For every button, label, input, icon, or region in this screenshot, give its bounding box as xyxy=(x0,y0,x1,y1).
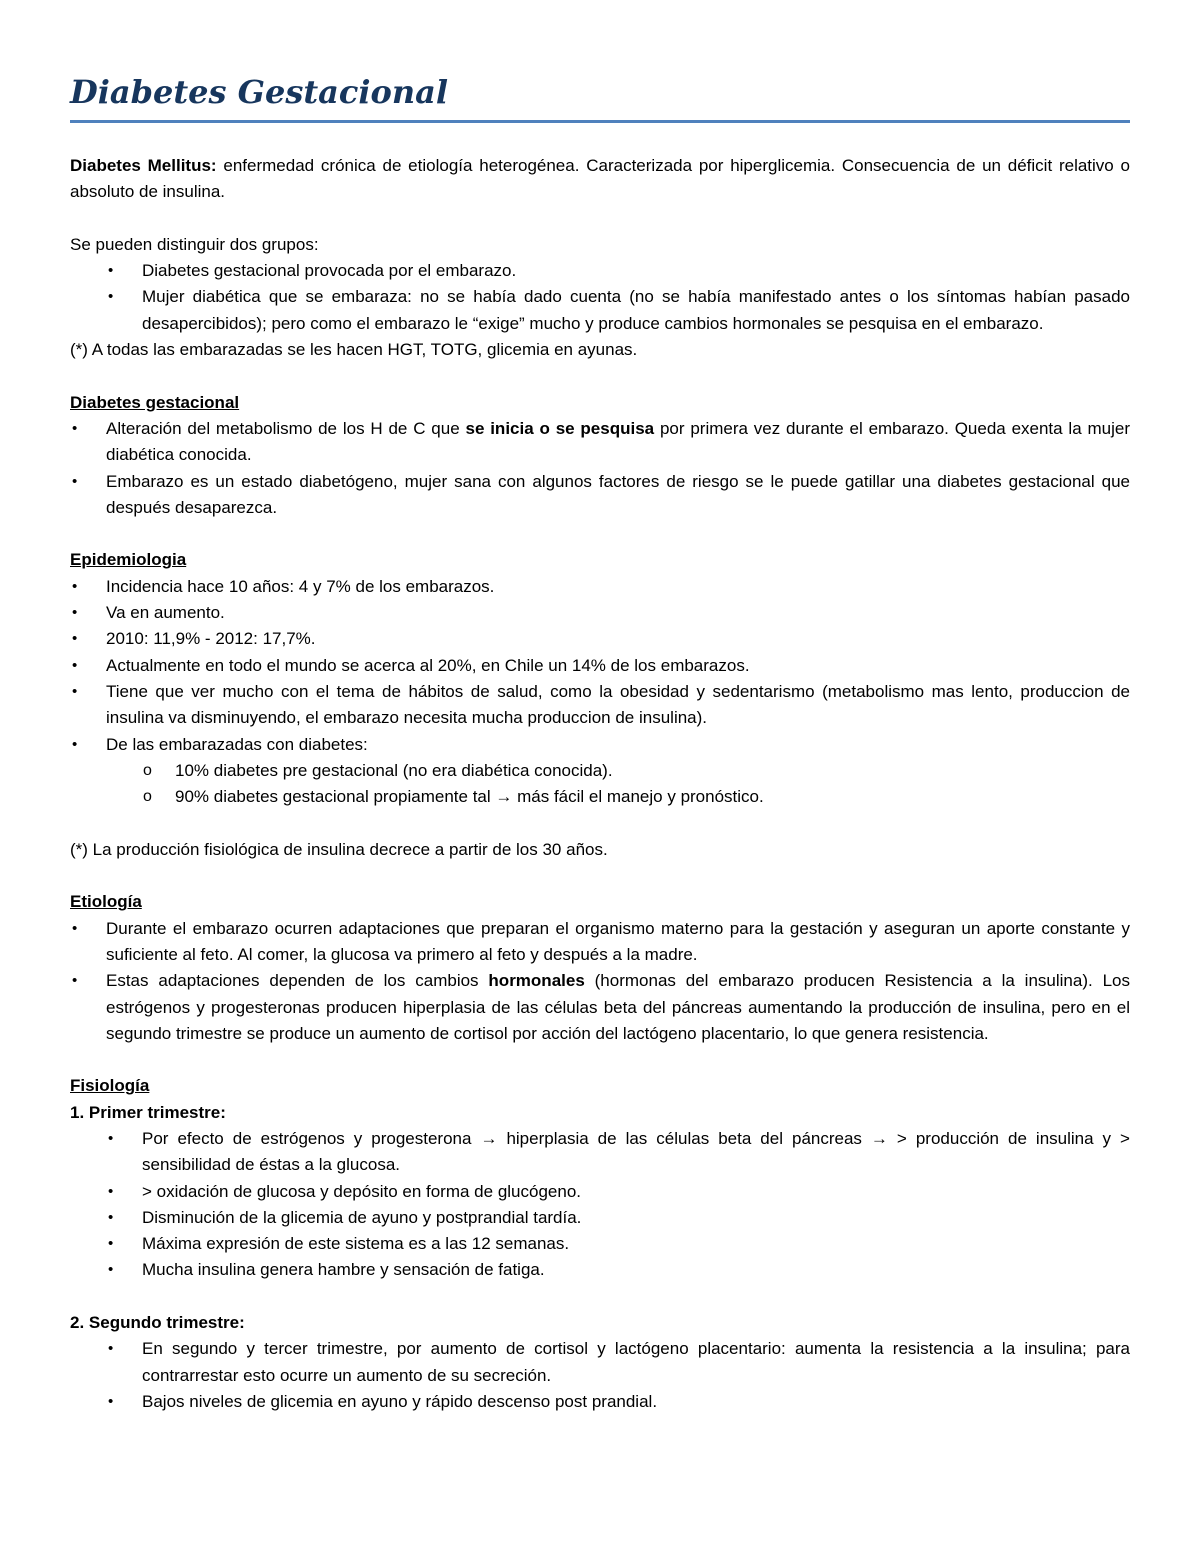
bullet-icon: • xyxy=(108,1129,114,1147)
circle-bullet-icon: o xyxy=(143,788,152,806)
eti-list xyxy=(70,916,1130,1047)
bullet-icon: • xyxy=(72,919,78,937)
intro-text: enfermedad crónica de etiología heterogénea. Caracterizada por hiperglicemia. Consecuencia de un déficit relativo o absoluto de insulina. xyxy=(70,156,1131,202)
arrow-right-icon: → xyxy=(480,1128,498,1148)
groups-lead: Se pueden distinguir dos grupos: xyxy=(70,234,319,254)
list-item: • Actualmente en todo el mundo se acerca al 20%, en Chile un 14% de los embarazos. xyxy=(70,653,1130,679)
groups-list xyxy=(70,258,1130,337)
subheading-segundo-trimestre: 2. Segundo trimestre: xyxy=(70,1313,245,1333)
list-item: • Incidencia hace 10 años: 4 y 7% de los embarazos. xyxy=(70,574,1130,600)
bullet-icon: • xyxy=(72,656,78,674)
sub-list-item: o 10% diabetes pre gestacional (no era diabética conocida). xyxy=(70,758,1130,784)
list-item: • Mucha insulina genera hambre y sensación de fatiga. xyxy=(70,1257,1130,1283)
subheading-primer-trimestre: 1. Primer trimestre: xyxy=(70,1102,226,1122)
section-heading-diabetes-gestacional: Diabetes gestacional xyxy=(70,392,240,412)
list-item: • Bajos niveles de glicemia en ayuno y rápido descenso post prandial. xyxy=(70,1389,1130,1415)
t1-list xyxy=(70,1126,1130,1284)
intro-term: Diabetes Mellitus: xyxy=(70,156,217,175)
bullet-icon: • xyxy=(108,1182,114,1200)
dg-list xyxy=(70,416,1130,521)
intro-definition xyxy=(70,153,1130,206)
list-item: • En segundo y tercer trimestre, por aumento de cortisol y lactógeno placentario: aumenta la resistencia a la insulina; para contrarrestar esto ocurre un aumento de su secreción. xyxy=(70,1336,1130,1389)
section-heading-etiologia: Etiología xyxy=(70,892,142,912)
list-item: • Durante el embarazo ocurren adaptaciones que preparan el organismo materno para la gestación y aseguran un aporte constante y suficiente al feto. Al comer, la glucosa va primero al feto y después a la madre. xyxy=(70,916,1130,969)
bullet-icon: • xyxy=(72,577,78,595)
list-item: • Embarazo es un estado diabetógeno, mujer sana con algunos factores de riesgo se le puede gatillar una diabetes gestacional que después desaparezca. xyxy=(70,469,1130,522)
list-item: • Estas adaptaciones dependen de los cambios hormonales (hormonas del embarazo producen Resistencia a la insulina). Los estrógenos y progesteronas producen hiperplasia de las células beta del páncreas aumentando la producción de insulina, pero en el segundo trimestre se produce un aumento de cortisol por acción del lactógeno placentario, lo que genera resistencia. xyxy=(70,968,1130,1047)
list-item: • Tiene que ver mucho con el tema de hábitos de salud, como la obesidad y sedentarismo (metabolismo mas lento, produccion de insulina va disminuyendo, el embarazo necesita mucha produccion de insulina). xyxy=(70,679,1130,732)
bullet-icon: • xyxy=(72,472,78,490)
epi-note: (*) La producción fisiológica de insulina decrece a partir de los 30 años. xyxy=(70,839,608,859)
list-item: • Alteración del metabolismo de los H de C que se inicia o se pesquisa por primera vez durante el embarazo. Queda exenta la mujer diabética conocida. xyxy=(70,416,1130,469)
list-item: • 2010: 11,9% - 2012: 17,7%. xyxy=(70,626,1130,652)
list-item: • Por efecto de estrógenos y progesterona → hiperplasia de las células beta del páncreas → > producción de insulina y > sensibilidad de éstas a la glucosa. xyxy=(70,1126,1130,1179)
title-underline xyxy=(70,120,1130,123)
bullet-icon: • xyxy=(108,1261,114,1279)
arrow-right-icon: → xyxy=(870,1128,888,1148)
document-body xyxy=(70,153,1130,1415)
epi-list xyxy=(70,574,1130,811)
bullet-icon: • xyxy=(72,604,78,622)
bullet-icon: • xyxy=(72,419,78,437)
list-item: • Mujer diabética que se embaraza: no se había dado cuenta (no se había manifestado antes o los síntomas habían pasado desapercibidos); pero como el embarazo le “exige” mucho y produce cambios hormonales se pesquisa en el embarazo. xyxy=(70,284,1130,337)
section-heading-fisiologia: Fisiología xyxy=(70,1076,150,1096)
list-item: • Disminución de la glicemia de ayuno y postprandial tardía. xyxy=(70,1205,1130,1231)
document-page xyxy=(70,70,1130,1415)
circle-bullet-icon: o xyxy=(143,761,152,779)
intro-note: (*) A todas las embarazadas se les hacen HGT, TOTG, glicemia en ayunas. xyxy=(70,340,638,360)
bullet-icon: • xyxy=(72,682,78,700)
list-item: • Diabetes gestacional provocada por el embarazo. xyxy=(70,258,1130,284)
list-item: • Máxima expresión de este sistema es a las 12 semanas. xyxy=(70,1231,1130,1257)
arrow-right-icon: → xyxy=(495,787,513,807)
list-item: • De las embarazadas con diabetes: xyxy=(70,732,1130,758)
bullet-icon: • xyxy=(108,262,114,280)
list-item: • Va en aumento. xyxy=(70,600,1130,626)
bullet-icon: • xyxy=(108,1208,114,1226)
t2-list xyxy=(70,1336,1130,1415)
bullet-icon: • xyxy=(72,630,78,648)
bullet-icon: • xyxy=(72,735,78,753)
list-item: • > oxidación de glucosa y depósito en forma de glucógeno. xyxy=(70,1179,1130,1205)
section-heading-epidemiologia: Epidemiologia xyxy=(70,550,187,570)
bullet-icon: • xyxy=(108,288,114,306)
bullet-icon: • xyxy=(108,1235,114,1253)
sub-list-item: o 90% diabetes gestacional propiamente tal → más fácil el manejo y pronóstico. xyxy=(70,784,1130,810)
bullet-icon: • xyxy=(108,1392,114,1410)
bullet-icon: • xyxy=(108,1340,114,1358)
document-title: Diabetes Gestacional xyxy=(70,73,449,111)
bullet-icon: • xyxy=(72,972,78,990)
